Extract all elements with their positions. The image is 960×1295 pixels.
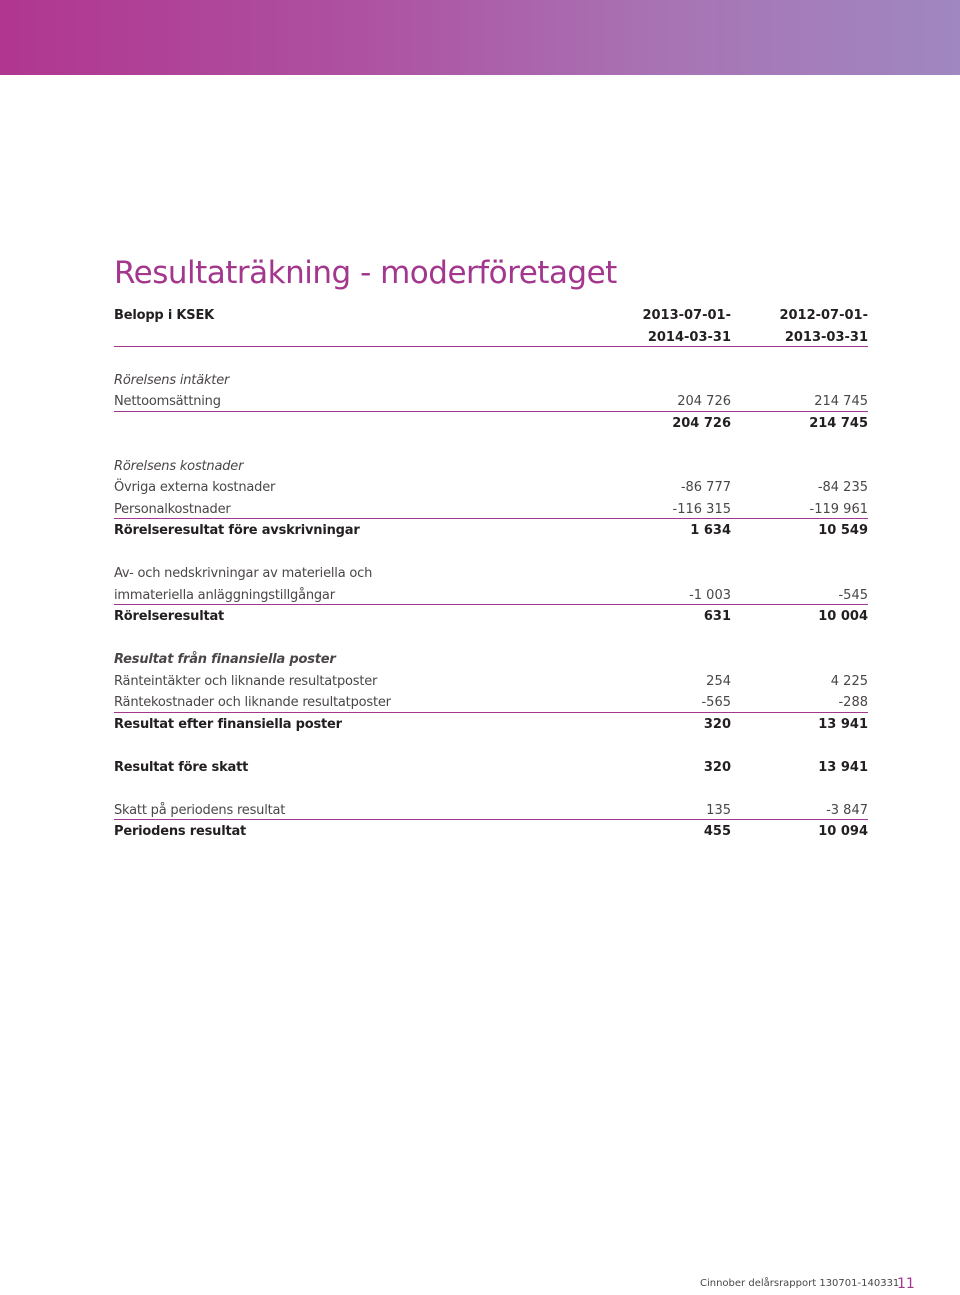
table-header-row (114, 305, 868, 327)
subtotal-row: Rörelseresultat före avskrivningar 1 634 10 549 (114, 523, 868, 538)
report-footer: Cinnober delårsrapport 130701-140331 (700, 1278, 900, 1289)
subtotal-row: Resultat efter finansiella poster 320 13 941 (114, 716, 868, 732)
table-row: Personalkostnader -116 315 -119 961 (114, 499, 868, 521)
section-heading: Resultat från finansiella poster (114, 652, 336, 667)
subtotal-row: Rörelseresultat 631 10 004 (114, 609, 868, 624)
table-row: Ränteintäkter och liknande resultatposter 254 4 225 (114, 673, 868, 689)
section-heading: Rörelsens kostnader (114, 458, 244, 474)
table-row: Skatt på periodens resultat 135 -3 847 (114, 800, 868, 822)
header-color-band (0, 0, 960, 75)
table-row: immateriella anläggningstillgångar -1 003 -545 (114, 585, 868, 607)
period2-start: 2012-07-01- (779, 308, 868, 323)
total-row: Periodens resultat 455 10 094 (114, 824, 868, 839)
subtotal-row: 204 726 214 745 (672, 415, 868, 431)
table-row: Av- och nedskrivningar av materiella och (114, 566, 373, 581)
page-title: Resultaträkning - moderföretaget (114, 255, 617, 291)
income-statement-table (114, 305, 868, 843)
page-number: 11 (897, 1276, 915, 1292)
subtotal-row: Resultat före skatt 320 13 941 (114, 759, 868, 775)
section-heading: Rörelsens intäkter (114, 372, 230, 388)
table-row: Övriga externa kostnader -86 777 -84 235 (114, 480, 868, 495)
period1-end: 2014-03-31 (647, 329, 731, 345)
table-row: Nettoomsättning 204 726 214 745 (114, 391, 868, 413)
period2-end: 2013-03-31 (784, 329, 868, 345)
table-header-row-2 (114, 327, 868, 349)
table-row: Räntekostnader och liknande resultatposter -565 -288 (114, 692, 868, 714)
currency-label: Belopp i KSEK (114, 308, 215, 323)
period1-start: 2013-07-01- (642, 308, 731, 323)
